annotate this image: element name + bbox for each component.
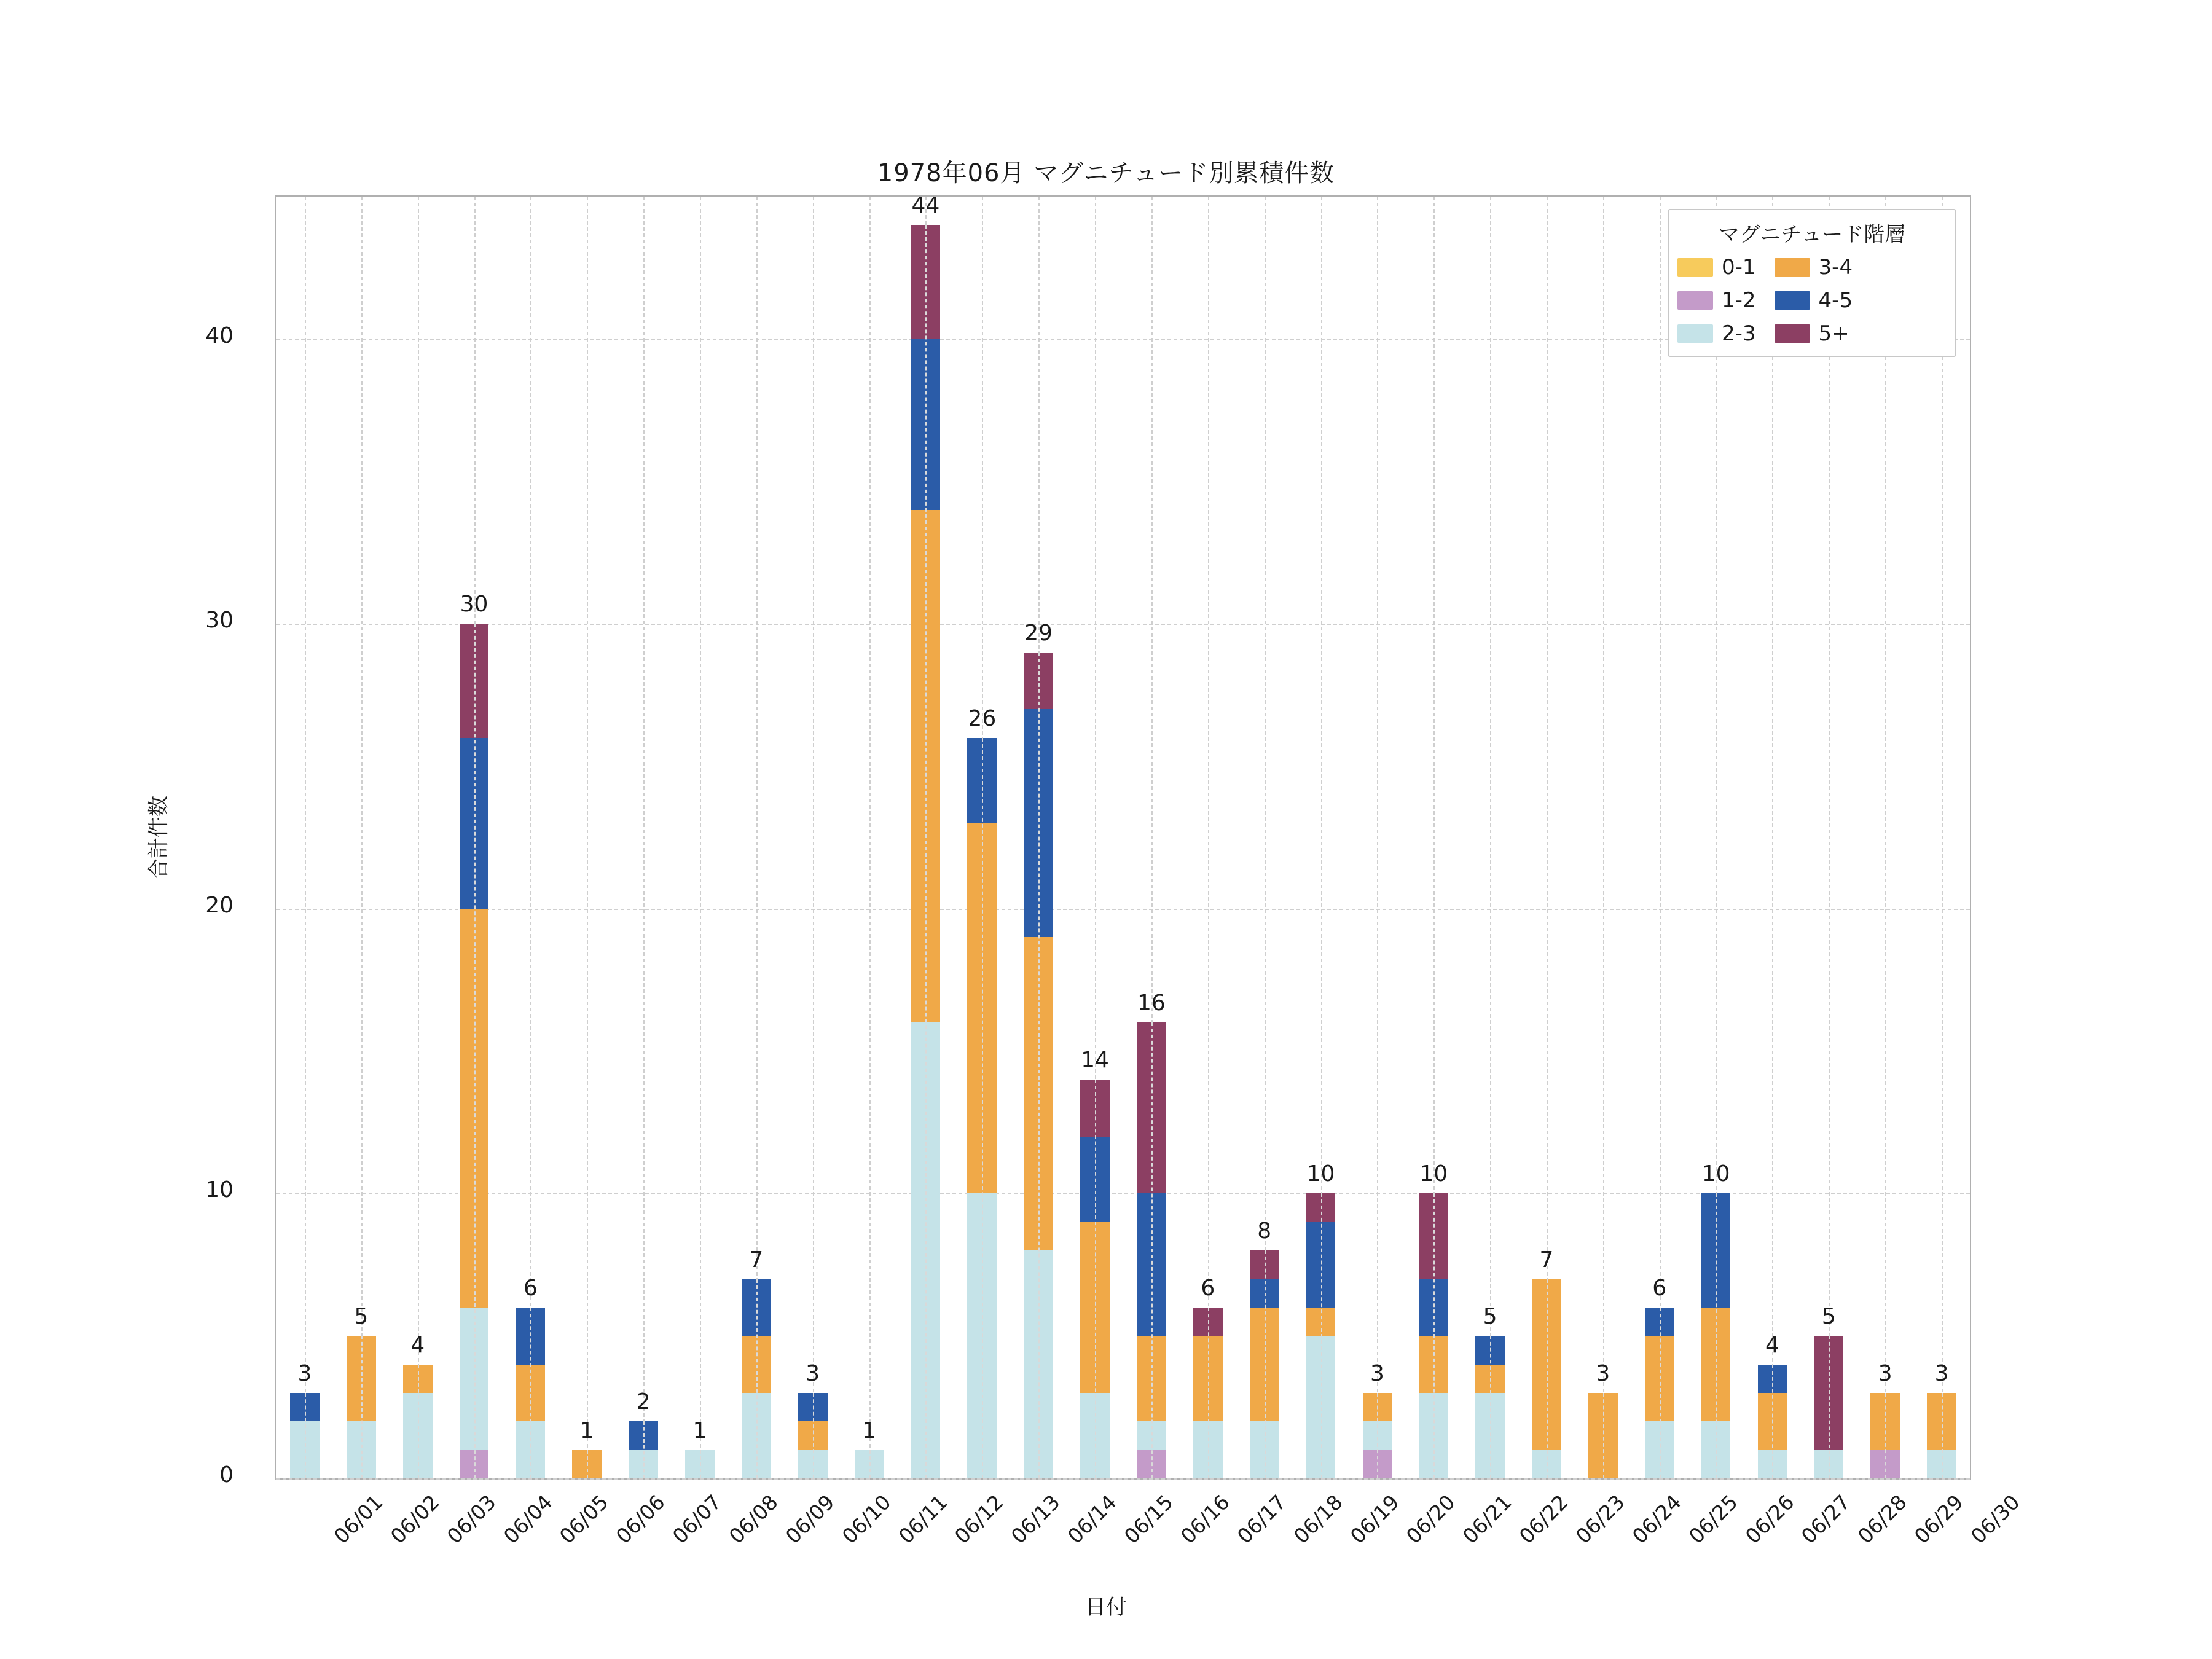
bar-center-dash [1603, 1393, 1604, 1478]
legend-label: 5+ [1818, 321, 1849, 346]
bar-stack[interactable] [1758, 197, 1787, 1478]
x-tick-label: 06/27 [1797, 1490, 1856, 1548]
bar-total-label: 44 [911, 193, 940, 219]
bar-stack[interactable] [1927, 197, 1956, 1478]
x-tick-label: 06/01 [329, 1490, 388, 1548]
x-tick-label: 06/13 [1006, 1490, 1065, 1548]
bar-total-label: 1 [579, 1418, 594, 1443]
bar-total-label: 30 [460, 592, 488, 618]
x-tick-label: 06/11 [893, 1490, 952, 1548]
x-tick-label: 06/18 [1288, 1490, 1347, 1548]
x-tick-label: 06/02 [385, 1490, 444, 1548]
bar-center-dash [305, 1393, 306, 1478]
legend-entry-2-3[interactable] [1677, 321, 1756, 346]
x-tick-label: 06/20 [1402, 1490, 1461, 1548]
bar-center-dash [756, 1279, 758, 1478]
bar-center-dash [1716, 1193, 1717, 1478]
bar-stack[interactable] [1701, 197, 1731, 1478]
bar-stack[interactable] [1475, 197, 1505, 1478]
legend-entry-0-1[interactable] [1677, 255, 1756, 280]
bar-stack[interactable] [629, 197, 658, 1478]
bar-total-label: 6 [1652, 1275, 1667, 1301]
bar-total-label: 6 [523, 1275, 538, 1301]
x-tick-label: 06/16 [1175, 1490, 1234, 1548]
bar-stack[interactable] [1532, 197, 1561, 1478]
legend-entry-4-5[interactable] [1775, 288, 1853, 313]
x-tick-label: 06/10 [837, 1490, 896, 1548]
x-tick-label: 06/21 [1458, 1490, 1516, 1548]
bar-total-label: 5 [354, 1304, 369, 1330]
bar-stack[interactable] [290, 197, 320, 1478]
bar-center-dash [1547, 1279, 1548, 1478]
bar-total-label: 3 [1596, 1360, 1610, 1386]
bar-stack[interactable] [967, 197, 997, 1478]
bar-total-label: 8 [1257, 1218, 1272, 1244]
x-tick-label: 06/04 [498, 1490, 557, 1548]
bar-center-dash [1490, 1336, 1491, 1478]
x-axis-label: 日付 [1085, 1595, 1127, 1620]
bar-stack[interactable] [460, 197, 489, 1478]
bar-total-label: 29 [1024, 620, 1053, 646]
legend-swatch-1-2 [1677, 291, 1713, 310]
bar-total-label: 5 [1821, 1304, 1836, 1330]
bar-center-dash [1829, 1336, 1830, 1478]
bar-stack[interactable] [1814, 197, 1843, 1478]
x-tick-label: 06/14 [1063, 1490, 1121, 1548]
legend-swatch-4-5 [1775, 291, 1810, 310]
x-tick-label: 06/12 [950, 1490, 1009, 1548]
bar-total-label: 1 [692, 1418, 707, 1443]
y-tick-label: 30 [205, 608, 233, 633]
bars-layer [276, 193, 1970, 1478]
bar-total-label: 2 [636, 1389, 651, 1415]
legend-label: 3-4 [1818, 255, 1853, 280]
bar-center-dash [1377, 1393, 1378, 1478]
legend [1668, 209, 1956, 357]
bar-total-label: 10 [1306, 1161, 1335, 1187]
legend-label: 4-5 [1818, 288, 1853, 313]
bar-stack[interactable] [1588, 197, 1618, 1478]
bar-total-label: 3 [806, 1360, 820, 1386]
bar-total-label: 10 [1419, 1161, 1448, 1187]
bar-stack[interactable] [855, 197, 884, 1478]
bar-center-dash [1265, 1250, 1266, 1478]
bar-center-dash [361, 1336, 363, 1478]
legend-entry-5+[interactable] [1775, 321, 1853, 346]
page-title: 1978年06月 マグニチュード別累積件数 [877, 159, 1335, 187]
y-axis-label: 合計件数 [146, 796, 171, 879]
bar-total-label: 6 [1201, 1275, 1215, 1301]
bar-stack[interactable] [1306, 197, 1336, 1478]
bar-center-dash [530, 1308, 531, 1478]
bar-total-label: 3 [1934, 1360, 1949, 1386]
bar-stack[interactable] [1870, 197, 1900, 1478]
x-tick-label: 06/15 [1119, 1490, 1178, 1548]
legend-swatch-2-3 [1677, 324, 1713, 343]
x-tick-label: 06/17 [1232, 1490, 1291, 1548]
plot-area [275, 195, 1971, 1480]
x-tick-label: 06/08 [724, 1490, 783, 1548]
bar-total-label: 3 [297, 1360, 312, 1386]
bar-stack[interactable] [1024, 197, 1053, 1478]
legend-column-left [1677, 255, 1756, 346]
bar-total-label: 5 [1483, 1304, 1497, 1330]
bar-center-dash [1208, 1308, 1209, 1478]
bar-center-dash [1095, 1080, 1096, 1478]
x-tick-label: 06/03 [442, 1490, 501, 1548]
bar-stack[interactable] [1250, 197, 1279, 1478]
x-tick-label: 06/30 [1966, 1490, 2025, 1548]
bar-center-dash [982, 738, 983, 1478]
x-tick-label: 06/24 [1627, 1490, 1686, 1548]
bar-center-dash [1942, 1393, 1943, 1478]
bar-total-label: 7 [1539, 1247, 1554, 1273]
x-tick-label: 06/22 [1514, 1490, 1573, 1548]
bar-center-dash [643, 1421, 645, 1478]
x-tick-label: 06/05 [555, 1490, 614, 1548]
legend-title: マグニチュード階層 [1718, 222, 1906, 247]
y-tick-label: 0 [219, 1462, 233, 1488]
x-tick-label: 06/07 [667, 1490, 726, 1548]
bar-stack[interactable] [911, 197, 941, 1478]
bar-stack[interactable] [685, 197, 715, 1478]
bar-center-dash [869, 1450, 871, 1478]
y-tick-label: 40 [205, 323, 233, 348]
bar-center-dash [1885, 1393, 1886, 1478]
bar-total-label: 3 [1878, 1360, 1892, 1386]
bar-total-label: 14 [1081, 1048, 1109, 1073]
bar-center-dash [587, 1450, 588, 1478]
x-tick-label: 06/26 [1740, 1490, 1799, 1548]
gridline-horizontal [276, 1478, 1970, 1480]
bar-center-dash [418, 1365, 419, 1478]
legend-entry-1-2[interactable] [1677, 288, 1756, 313]
bar-stack[interactable] [1137, 197, 1166, 1478]
bar-center-dash [925, 225, 927, 1478]
bar-stack[interactable] [742, 197, 771, 1478]
bar-total-label: 4 [410, 1332, 425, 1358]
bar-stack[interactable] [798, 197, 828, 1478]
bar-center-dash [1038, 653, 1040, 1478]
bar-stack[interactable] [1363, 197, 1392, 1478]
bar-center-dash [1321, 1193, 1322, 1478]
legend-swatch-3-4 [1775, 258, 1810, 276]
bar-stack[interactable] [572, 197, 602, 1478]
bar-center-dash [1660, 1308, 1661, 1478]
legend-swatch-0-1 [1677, 258, 1713, 276]
legend-label: 0-1 [1722, 255, 1756, 280]
legend-label: 1-2 [1722, 288, 1756, 313]
bar-stack[interactable] [403, 197, 433, 1478]
y-tick-label: 10 [205, 1177, 233, 1203]
bar-center-dash [1433, 1193, 1435, 1478]
bar-center-dash [813, 1393, 814, 1478]
bar-center-dash [1772, 1365, 1773, 1478]
bar-total-label: 10 [1701, 1161, 1730, 1187]
bar-center-dash [700, 1450, 701, 1478]
bar-center-dash [474, 624, 476, 1478]
legend-column-right [1775, 255, 1853, 346]
legend-entries [1677, 255, 1947, 346]
x-tick-label: 06/28 [1853, 1490, 1912, 1548]
bar-total-label: 4 [1765, 1332, 1779, 1358]
x-tick-label: 06/29 [1910, 1490, 1968, 1548]
bar-total-label: 3 [1370, 1360, 1384, 1386]
bar-total-label: 7 [749, 1247, 764, 1273]
y-tick-label: 20 [205, 892, 233, 918]
x-tick-label: 06/06 [611, 1490, 670, 1548]
legend-swatch-5+ [1775, 324, 1810, 343]
x-tick-label: 06/25 [1684, 1490, 1743, 1548]
bar-total-label: 26 [968, 705, 997, 731]
bar-stack[interactable] [347, 197, 376, 1478]
legend-label: 2-3 [1722, 321, 1756, 346]
x-tick-label: 06/19 [1345, 1490, 1404, 1548]
legend-entry-3-4[interactable] [1775, 255, 1853, 280]
bar-stack[interactable] [1080, 197, 1110, 1478]
bar-total-label: 16 [1137, 990, 1166, 1016]
bar-center-dash [1151, 1022, 1153, 1478]
bar-stack[interactable] [1419, 197, 1448, 1478]
x-tick-label: 06/23 [1571, 1490, 1630, 1548]
bar-total-label: 1 [862, 1418, 877, 1443]
x-tick-label: 06/09 [780, 1490, 839, 1548]
